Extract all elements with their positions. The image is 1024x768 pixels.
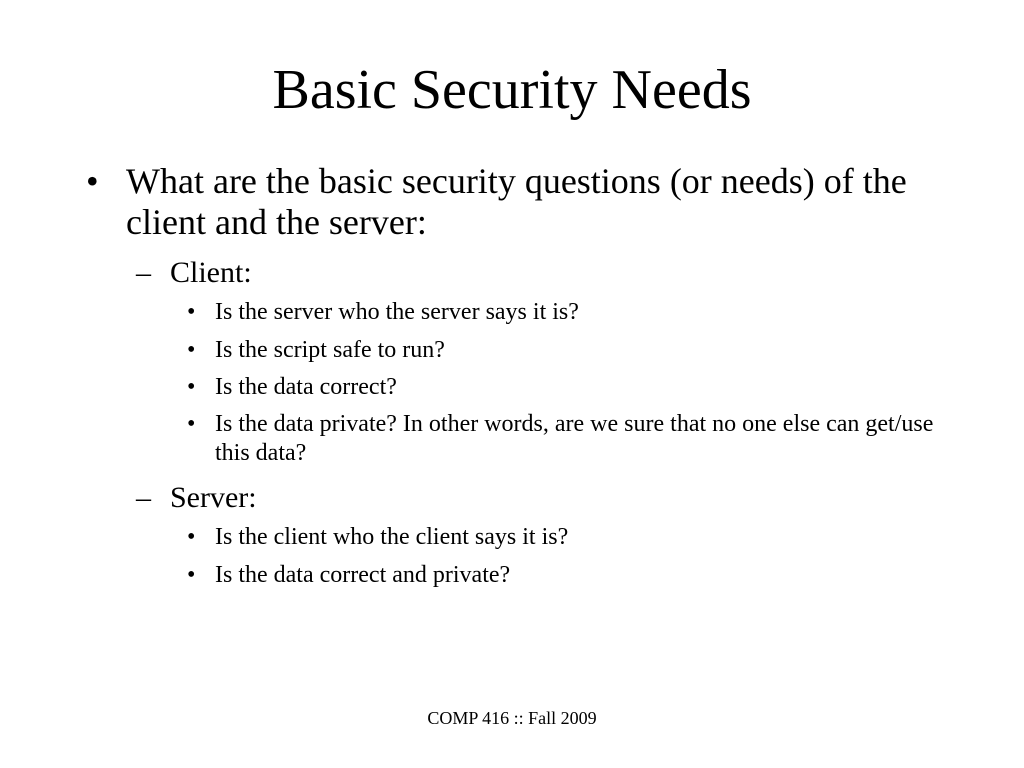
client-item-text: Is the script safe to run? bbox=[215, 337, 445, 363]
client-item-text: Is the data correct? bbox=[215, 374, 397, 400]
bullet-marker: • bbox=[86, 161, 99, 201]
server-item bbox=[187, 523, 947, 552]
client-item-text: Is the data private? In other words, are we sure that no one else can get/use this data? bbox=[215, 411, 934, 466]
client-item bbox=[187, 373, 947, 402]
client-item bbox=[187, 336, 947, 365]
main-bullet bbox=[86, 161, 946, 243]
client-label: Client: bbox=[170, 256, 252, 289]
client-item bbox=[187, 410, 947, 468]
bullet-marker: • bbox=[187, 524, 196, 550]
dash-marker: – bbox=[136, 481, 151, 514]
bullet-marker: • bbox=[187, 411, 196, 437]
client-item bbox=[187, 298, 947, 327]
client-section-heading bbox=[136, 256, 436, 290]
server-item-text: Is the data correct and private? bbox=[215, 562, 511, 588]
bullet-marker: • bbox=[187, 299, 196, 325]
server-item bbox=[187, 561, 947, 590]
server-section-heading bbox=[136, 481, 436, 515]
slide-footer: COMP 416 :: Fall 2009 bbox=[427, 708, 597, 728]
bullet-marker: • bbox=[187, 337, 196, 363]
client-item-text: Is the server who the server says it is? bbox=[215, 299, 579, 325]
bullet-marker: • bbox=[187, 374, 196, 400]
dash-marker: – bbox=[136, 256, 151, 289]
server-label: Server: bbox=[170, 481, 257, 514]
bullet-marker: • bbox=[187, 562, 196, 588]
slide-title: Basic Security Needs bbox=[272, 59, 752, 121]
main-bullet-text: What are the basic security questions (or needs) of the client and the server: bbox=[126, 161, 907, 242]
server-item-text: Is the client who the client says it is? bbox=[215, 524, 569, 550]
